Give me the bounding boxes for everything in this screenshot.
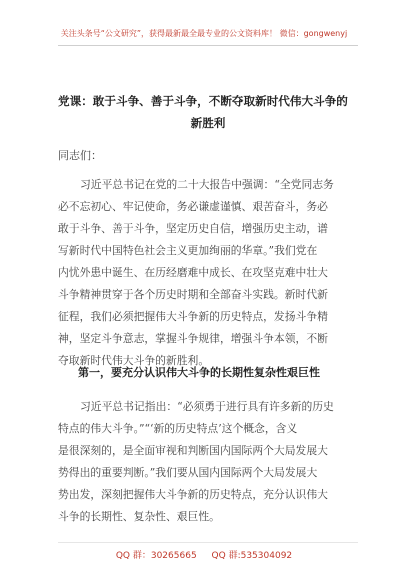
paragraph-line: 夺取新时代伟大斗争的新胜利。: [58, 354, 210, 367]
paragraph-line: 势得出的重要判断。”我们要从国内国际两个大局发展大: [58, 466, 318, 479]
title-line-2: 新胜利: [190, 116, 226, 130]
paragraph-line: 必不忘初心、牢记使命，务必谦虚谨慎、艰苦奋斗，务必: [58, 200, 328, 213]
paragraph-section-1: [58, 396, 358, 528]
paragraph-line: 征程，我们必须把握伟大斗争新的历史特点，发扬斗争精: [58, 310, 328, 323]
footer-divider: [58, 542, 358, 543]
paragraph-line: 敢于斗争、善于斗争，坚定历史自信，增强历史主动，谱: [58, 222, 328, 235]
paragraph-line: 习近平总书记指出：“必须勇于进行具有许多新的历史: [80, 400, 334, 413]
paragraph-intro: [58, 174, 358, 372]
paragraph-line: 是很深刻的，是全面审视和判断国内国际两个大局发展大: [58, 444, 328, 457]
paragraph-line: 神，坚定斗争意志，掌握斗争规律，增强斗争本领，不断: [58, 332, 328, 345]
salutation: 同志们：: [58, 149, 102, 162]
footer-contact: [0, 548, 408, 561]
section-heading-1: 第一，要充分认识伟大斗争的长期性复杂性艰巨性: [78, 366, 320, 379]
paragraph-line: 内忧外患中诞生、在历经磨难中成长、在攻坚克难中壮大: [58, 266, 328, 279]
title-line-1: 党课：敢于斗争、善于斗争，不断夺取新时代伟大斗争的: [58, 94, 348, 108]
paragraph-line: 势出发，深刻把握伟大斗争新的历史特点，充分认识伟大: [58, 488, 328, 501]
footer-qq-group-2: QQ 群:535304092: [211, 551, 293, 561]
header-banner: 关注头条号“公文研究”，获得最新最全最专业的公文资料库！ 微信：gongwenyj: [60, 29, 348, 38]
paragraph-line: 斗争的长期性、复杂性、艰巨性。: [58, 510, 220, 523]
footer-qq-group-1: QQ 群：30265665: [115, 551, 197, 561]
paragraph-line: 特点的伟大斗争。”“‘新的历史特点’这个概念，含义: [58, 422, 298, 435]
header-divider: [58, 45, 358, 46]
paragraph-line: 写新时代中国特色社会主义更加绚丽的华章。”我们党在: [58, 244, 318, 257]
paragraph-line: 斗争精神贯穿于各个历史时期和全部奋斗实践。新时代新: [58, 288, 328, 301]
paragraph-line: 习近平总书记在党的二十大报告中强调：“全党同志务: [80, 178, 334, 191]
document-title: [58, 90, 358, 134]
